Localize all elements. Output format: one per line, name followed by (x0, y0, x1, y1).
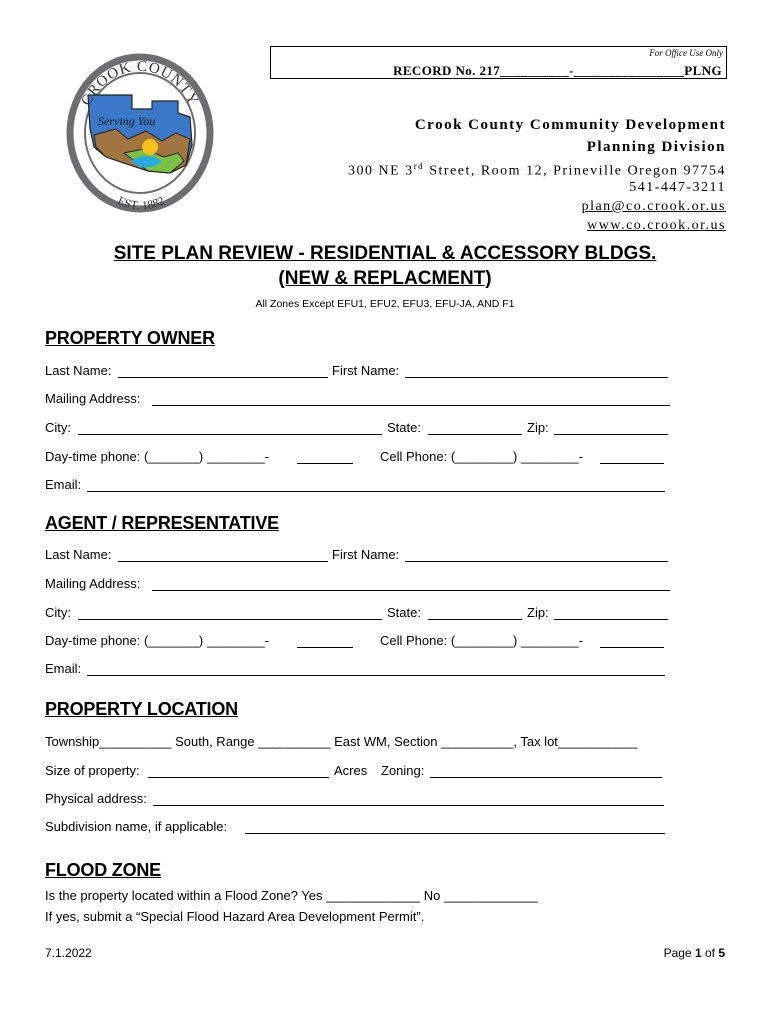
agent-city-input[interactable] (78, 605, 382, 620)
agent-mailing-label: Mailing Address: (45, 576, 141, 591)
office-use-label: For Office Use Only (649, 48, 723, 58)
owner-state-label: State: (387, 420, 421, 435)
agent-heading: AGENT / REPRESENTATIVE (45, 513, 279, 533)
acres-label: Acres (334, 763, 368, 778)
owner-email-input[interactable] (87, 477, 665, 492)
owner-mailing-label: Mailing Address: (45, 391, 141, 406)
form-title-line2: (NEW & REPLACMENT) (278, 268, 492, 289)
owner-cell-phone-input[interactable] (600, 449, 664, 464)
agent-cell-phone-input[interactable] (600, 633, 664, 648)
location-heading: PROPERTY LOCATION (45, 699, 238, 719)
owner-zip-label: Zip: (527, 420, 549, 435)
flood-zone-heading: FLOOD ZONE (45, 860, 161, 880)
agent-zip-label: Zip: (527, 605, 549, 620)
subdivision-label: Subdivision name, if applicable: (45, 819, 228, 834)
zoning-input[interactable] (430, 763, 662, 778)
physical-address-label: Physical address: (45, 791, 147, 806)
owner-email-label: Email: (45, 477, 82, 492)
agency-division: Planning Division (586, 139, 726, 155)
agency-website-link[interactable]: www.co.crook.or.us (587, 218, 726, 233)
county-logo (66, 53, 214, 213)
owner-city-label: City: (45, 420, 71, 435)
form-title: SITE PLAN REVIEW - RESIDENTIAL & ACCESSORY BLDGS. (113, 243, 657, 264)
agency-email-link[interactable]: plan@co.crook.or.us (581, 199, 726, 214)
zoning-label: Zoning: (381, 763, 425, 778)
agent-first-name-label: First Name: (332, 547, 400, 562)
owner-heading: PROPERTY OWNER (45, 328, 215, 348)
owner-last-name-input[interactable] (118, 363, 328, 378)
agent-last-name-input[interactable] (118, 547, 328, 562)
owner-state-input[interactable] (428, 420, 522, 435)
township-range-section-line[interactable]: Township__________ South, Range __________ East WM, Section __________, Tax lot___________ (45, 734, 638, 749)
agent-daytime-phone-label: Day-time phone: (_______) ________- (45, 633, 270, 648)
flood-zone-note: If yes, submit a “Special Flood Hazard Area Development Permit”. (45, 909, 425, 924)
agent-email-label: Email: (45, 661, 82, 676)
page-number: Page 1 of 5 (663, 946, 725, 960)
owner-cell-phone-label: Cell Phone: (________) ________- (380, 449, 584, 464)
owner-city-input[interactable] (78, 420, 382, 435)
agency-address: 300 NE 3rd Street, Room 12, Prineville Oregon 97754 (348, 161, 726, 179)
office-use-box (270, 46, 727, 79)
agent-email-input[interactable] (87, 661, 665, 676)
logo-tagline: Serving You (98, 114, 156, 128)
agent-cell-phone-label: Cell Phone: (________) ________- (380, 633, 584, 648)
county-seal-icon (66, 53, 214, 213)
agent-state-input[interactable] (428, 605, 522, 620)
form-subtitle: All Zones Except EFU1, EFU2, EFU3, EFU-JA, AND F1 (255, 298, 515, 310)
owner-daytime-phone-input[interactable] (297, 449, 353, 464)
logo-text-top: CROOK COUNTY (78, 58, 202, 109)
owner-first-name-label: First Name: (332, 363, 400, 378)
agent-city-label: City: (45, 605, 71, 620)
owner-mailing-input[interactable] (152, 391, 670, 406)
owner-last-name-label: Last Name: (45, 363, 112, 378)
agency-name: Crook County Community Development (414, 117, 726, 133)
physical-address-input[interactable] (153, 791, 664, 806)
agent-last-name-label: Last Name: (45, 547, 112, 562)
subdivision-input[interactable] (245, 819, 665, 834)
owner-zip-input[interactable] (554, 420, 668, 435)
owner-first-name-input[interactable] (405, 363, 668, 378)
form-date: 7.1.2022 (45, 946, 92, 960)
agent-daytime-phone-input[interactable] (297, 633, 353, 648)
owner-daytime-phone-label: Day-time phone: (_______) ________- (45, 449, 270, 464)
flood-zone-question[interactable]: Is the property located within a Flood Zone? Yes _____________ No _____________ (45, 888, 538, 903)
record-number: RECORD No. 217__________-________________PLNG (393, 63, 722, 78)
agency-phone: 541-447-3211 (629, 180, 726, 195)
property-size-input[interactable] (148, 763, 329, 778)
agent-zip-input[interactable] (554, 605, 668, 620)
agent-first-name-input[interactable] (405, 547, 668, 562)
agent-mailing-input[interactable] (152, 576, 670, 591)
logo-text-bottom: EST. 1882 (115, 193, 167, 213)
property-size-label: Size of property: (45, 763, 140, 778)
agent-state-label: State: (387, 605, 421, 620)
